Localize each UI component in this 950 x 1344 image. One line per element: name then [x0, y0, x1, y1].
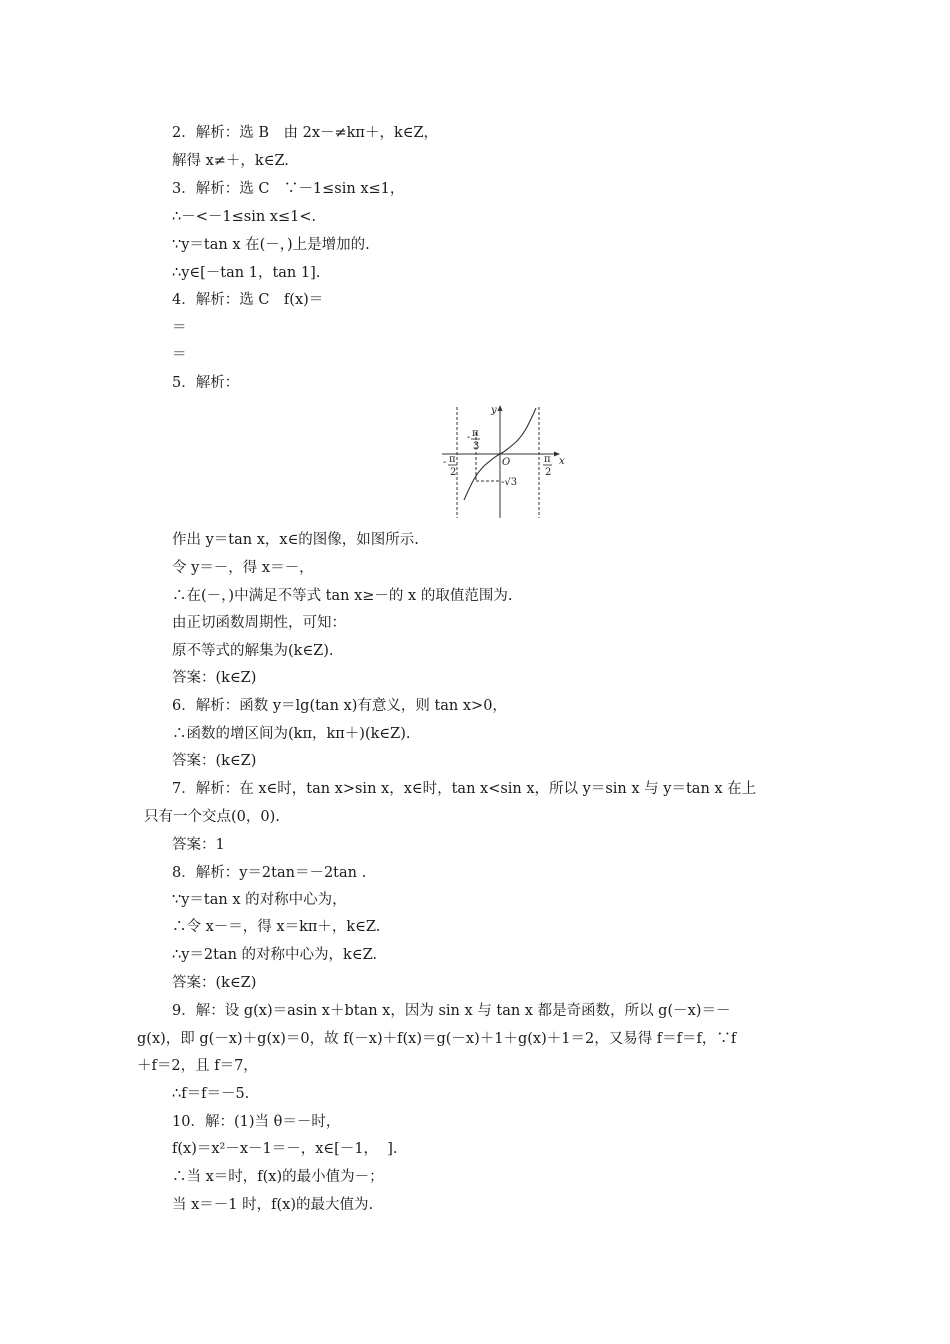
- text-line: 原不等式的解集为(k∈Z).: [172, 643, 334, 659]
- text-line-q6: 6．解析：函数 y＝lg(tan x)有意义，则 tan x>0，: [172, 698, 507, 714]
- tangent-graph-figure: [440, 402, 568, 520]
- answer-line: 答案：(k∈Z): [172, 753, 257, 769]
- x-axis-label: x: [559, 456, 565, 467]
- text-line: ∴令 x－＝，得 x＝kπ＋，k∈Z.: [172, 919, 381, 935]
- text-line-q4: 4．解析：选 C f(x)＝: [172, 292, 324, 308]
- text-line-q7: 7．解析：在 x∈时，tan x>sin x，x∈时，tan x<sin x，所以 y＝sin x 与 y＝tan x 在上: [172, 781, 757, 797]
- answer-line: 答案：1: [172, 837, 225, 853]
- text-line: 作出 y＝tan x，x∈的图像，如图所示.: [172, 532, 419, 548]
- y-axis-label: y: [491, 405, 497, 416]
- text-line: ∴y＝2tan 的对称中心为，k∈Z.: [172, 947, 378, 963]
- neg-sqrt3-label: -√3: [501, 477, 518, 488]
- pi-over-2-num: π: [544, 454, 551, 465]
- neg-pi-over-3-den: 3: [473, 441, 480, 452]
- text-line: ＝: [172, 347, 187, 363]
- answer-line: 答案：(k∈Z): [172, 670, 257, 686]
- answer-line: 答案：(k∈Z): [172, 975, 257, 991]
- text-line: 只有一个交点(0，0).: [144, 809, 280, 825]
- text-line: ＋f＝2，且 f＝7，: [137, 1058, 258, 1074]
- text-line: g(x)，即 g(－x)＋g(x)＝0，故 f(－x)＋f(x)＝g(－x)＋1＋g(x)＋1＝2，又易得 f＝f＝f，∵f: [137, 1031, 737, 1047]
- text-line: 令 y＝－，得 x＝－，: [172, 560, 314, 576]
- neg-pi-over-2-num: π: [449, 454, 456, 465]
- y-axis-arrow: [498, 405, 503, 411]
- text-line: ∵y＝tan x 的对称中心为，: [172, 892, 347, 908]
- text-line-q5: 5．解析：: [172, 375, 240, 391]
- text-line-q8: 8．解析：y＝2tan＝－2tan .: [172, 865, 367, 881]
- text-line-q3: 3．解析：选 C ∵－1≤sin x≤1，: [172, 181, 405, 197]
- text-line: 解得 x≠＋，k∈Z.: [172, 153, 289, 169]
- text-line: ∴y∈[－tan 1，tan 1].: [172, 265, 321, 281]
- text-line: ∴函数的增区间为(kπ，kπ＋)(k∈Z).: [172, 726, 411, 742]
- text-line: 当 x＝－1 时，f(x)的最大值为.: [172, 1197, 374, 1213]
- neg-pi-over-2-den: 2: [450, 467, 457, 478]
- pi-over-2-den: 2: [545, 467, 552, 478]
- text-line: ∴当 x＝时，f(x)的最小值为－；: [172, 1169, 384, 1185]
- tangent-graph: [440, 402, 568, 520]
- neg-pi-over-3-sign: -: [467, 432, 471, 443]
- neg-pi-over-3-num: π: [472, 428, 479, 439]
- text-line-q2: 2．解析：选 B 由 2x－≠kπ＋，k∈Z，: [172, 125, 439, 141]
- text-line: ∴－<－1≤sin x≤1<.: [172, 209, 317, 225]
- text-line: f(x)＝x²－x－1＝－，x∈[－1， ].: [172, 1141, 398, 1157]
- text-line-q10: 10．解：(1)当 θ＝－时，: [172, 1114, 341, 1130]
- text-line: ∴f＝f＝－5.: [172, 1086, 250, 1102]
- text-line: 由正切函数周期性，可知：: [172, 615, 346, 631]
- origin-label: O: [502, 457, 511, 468]
- text-line-q9: 9．解：设 g(x)＝asin x＋btan x，因为 sin x 与 tan x 都是奇函数，所以 g(－x)＝－: [172, 1003, 731, 1019]
- text-line: ＝: [172, 320, 187, 336]
- text-line: ∴在(－，)中满足不等式 tan x≥－的 x 的取值范围为.: [172, 588, 513, 604]
- text-line: ∵y＝tan x 在(－，)上是增加的.: [172, 237, 370, 253]
- neg-pi-over-2-sign: -: [443, 457, 447, 468]
